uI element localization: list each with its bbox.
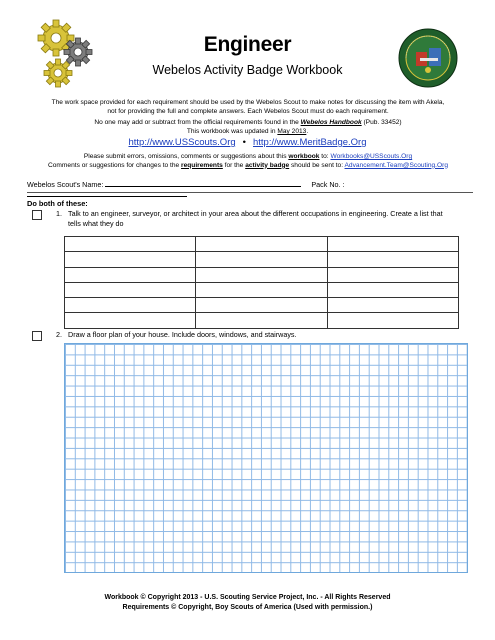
advancement-email-link[interactable]: Advancement.Team@Scouting.Org (344, 161, 448, 169)
table-cell[interactable] (196, 237, 327, 252)
table-row (65, 282, 459, 297)
requirement-2-text: Draw a floor plan of your house. Include doors, windows, and stairways. (68, 330, 297, 339)
pack-number-field[interactable] (27, 189, 187, 197)
usscouts-link[interactable]: http://www.USScouts.Org (128, 137, 236, 148)
website-links (0, 137, 495, 148)
contact-text (28, 153, 468, 170)
table-cell[interactable] (327, 267, 458, 282)
table-cell[interactable] (65, 237, 196, 252)
requirement-1-text: Talk to an engineer, surveyor, or architect in your area about the different occupations in engineering. Create a list that tells what they do (68, 209, 443, 228)
table-cell[interactable] (327, 237, 458, 252)
intro-line-2: not for providing the full and complete answers. Each Webelos Scout must do each requirement. (107, 107, 389, 115)
table-row (65, 237, 459, 252)
table-row (65, 298, 459, 313)
table-cell[interactable] (327, 282, 458, 297)
intro-text (28, 99, 468, 128)
occupations-table (64, 236, 459, 329)
floor-plan-grid[interactable] (64, 343, 468, 573)
table-row (65, 267, 459, 282)
intro-line-1: The work space provided for each requirement should be used by the Webelos Scout to make notes for discussing the item with Akela, (51, 99, 445, 106)
table-cell[interactable] (327, 252, 458, 267)
bullet-separator: • (242, 137, 246, 148)
footer-copyright-workbook: Workbook © Copyright 2013 - U.S. Scouting Service Project, Inc. - All Rights Reserved (104, 594, 391, 601)
section-heading: Do both of these: (27, 199, 88, 208)
intro-line-3: No one may add or subtract from the official requirements found in the Webelos Handbook (Pub. 33452) (94, 119, 402, 127)
requirement-1-number: 1. (56, 209, 62, 218)
workbooks-email-link[interactable]: Workbooks@USScouts.Org (330, 153, 413, 160)
contact-line-1: Please submit errors, omissions, comments or suggestions about this workbook to: Workbooks@USScouts.Org (83, 153, 413, 160)
table-cell[interactable] (65, 267, 196, 282)
requirement-1-checkbox[interactable] (32, 210, 42, 220)
contact-line-2: Comments or suggestions for changes to the requirements for the activity badge should be sent to: Advancement.Team@Scouting.Org (48, 161, 448, 169)
table-cell[interactable] (327, 298, 458, 313)
scout-info-row (27, 179, 473, 199)
table-row (65, 313, 459, 328)
divider (27, 192, 473, 193)
pack-number-label: Pack No. : (311, 180, 345, 189)
table-cell[interactable] (327, 313, 458, 328)
scout-name-field[interactable] (105, 179, 301, 187)
table-cell[interactable] (196, 282, 327, 297)
requirement-2-number: 2. (56, 330, 62, 339)
table-cell[interactable] (65, 282, 196, 297)
requirement-2-checkbox[interactable] (32, 331, 42, 341)
meritbadge-link[interactable]: http://www.MeritBadge.Org (252, 137, 367, 148)
page-subtitle: Webelos Activity Badge Workbook (152, 63, 343, 77)
table-cell[interactable] (65, 298, 196, 313)
table-row (65, 252, 459, 267)
table-cell[interactable] (196, 298, 327, 313)
table-cell[interactable] (196, 267, 327, 282)
page-title: Engineer (203, 33, 292, 56)
table-cell[interactable] (65, 313, 196, 328)
table-cell[interactable] (65, 252, 196, 267)
scout-name-label: Webelos Scout's Name: (27, 180, 106, 189)
updated-date: May 2013 (277, 128, 307, 135)
handbook-title: Webelos Handbook (300, 119, 362, 127)
table-cell[interactable] (196, 313, 327, 328)
updated-note: This workbook was updated in May 2013. (186, 128, 309, 135)
footer-copyright-requirements: Requirements © Copyright, Boy Scouts of America (Used with permission.) (122, 604, 373, 611)
table-cell[interactable] (196, 252, 327, 267)
